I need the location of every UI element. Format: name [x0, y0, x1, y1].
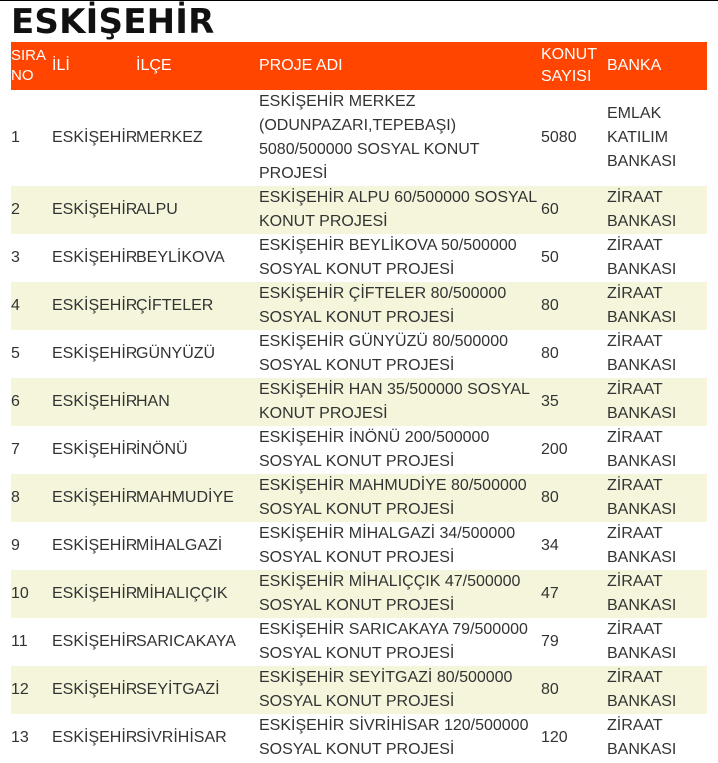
cell-ilce: MİHALGAZİ [136, 537, 223, 554]
cell-ilce: MAHMUDİYE [136, 489, 234, 506]
cell-il: ESKİŞEHİR [52, 201, 138, 218]
header-proje-adi: PROJE ADI [259, 57, 343, 74]
cell-konut: 120 [541, 729, 568, 746]
housing-projects-table [11, 42, 707, 762]
table-row [11, 474, 707, 522]
table-row [11, 234, 707, 282]
cell-no: 3 [11, 249, 20, 266]
table-row [11, 570, 707, 618]
cell-ilce: SİVRİHİSAR [136, 729, 227, 746]
cell-no: 12 [11, 681, 29, 698]
cell-il: ESKİŞEHİR [52, 393, 138, 410]
cell-no: 7 [11, 441, 20, 458]
cell-banka: ZİRAAT BANKASI [607, 429, 677, 470]
cell-proje: ESKİŞEHİR HAN 35/500000 SOSYAL KONUT PROJESİ [259, 381, 530, 422]
cell-banka: ZİRAAT BANKASI [607, 333, 677, 374]
cell-konut: 80 [541, 489, 559, 506]
page-title: ESKİŞEHİR [11, 2, 215, 42]
cell-banka: ZİRAAT BANKASI [607, 237, 677, 278]
cell-ilce: MERKEZ [136, 129, 203, 146]
cell-banka: EMLAK KATILIM BANKASI [607, 105, 677, 170]
cell-il: ESKİŞEHİR [52, 249, 138, 266]
cell-konut: 80 [541, 297, 559, 314]
cell-banka: ZİRAAT BANKASI [607, 669, 677, 710]
header-ilce: İLÇE [136, 57, 172, 74]
cell-konut: 200 [541, 441, 568, 458]
cell-proje: ESKİŞEHİR MİHALIÇÇIK 47/500000 SOSYAL KONUT PROJESİ [259, 573, 521, 614]
cell-konut: 60 [541, 201, 559, 218]
cell-banka: ZİRAAT BANKASI [607, 189, 677, 230]
cell-ilce: HAN [136, 393, 170, 410]
cell-proje: ESKİŞEHİR SEYİTGAZİ 80/500000 SOSYAL KONUT PROJESİ [259, 669, 513, 710]
cell-no: 6 [11, 393, 20, 410]
cell-banka: ZİRAAT BANKASI [607, 477, 677, 518]
cell-proje: ESKİŞEHİR ALPU 60/500000 SOSYAL KONUT PROJESİ [259, 189, 537, 230]
cell-no: 13 [11, 729, 29, 746]
table-row [11, 714, 707, 762]
header-sira-no: SIRA NO [11, 47, 47, 84]
header-ili: İLİ [52, 57, 70, 74]
table-header-row [11, 42, 707, 90]
table-row [11, 426, 707, 474]
table-row [11, 90, 707, 186]
cell-proje: ESKİŞEHİR MERKEZ (ODUNPAZARI,TEPEBAŞI) 5080/500000 SOSYAL KONUT PROJESİ [259, 93, 480, 182]
cell-il: ESKİŞEHİR [52, 729, 138, 746]
cell-proje: ESKİŞEHİR SİVRİHİSAR 120/500000 SOSYAL KONUT PROJESİ [259, 717, 529, 758]
table-row [11, 378, 707, 426]
cell-konut: 80 [541, 681, 559, 698]
cell-banka: ZİRAAT BANKASI [607, 717, 677, 758]
cell-proje: ESKİŞEHİR MİHALGAZİ 34/500000 SOSYAL KONUT PROJESİ [259, 525, 516, 566]
cell-ilce: İNÖNÜ [136, 441, 188, 458]
cell-no: 10 [11, 585, 29, 602]
cell-il: ESKİŞEHİR [52, 633, 138, 650]
table-row [11, 186, 707, 234]
cell-ilce: SARICAKAYA [136, 633, 236, 650]
cell-il: ESKİŞEHİR [52, 297, 138, 314]
table-row [11, 330, 707, 378]
cell-proje: ESKİŞEHİR BEYLİKOVA 50/500000 SOSYAL KONUT PROJESİ [259, 237, 517, 278]
cell-konut: 5080 [541, 129, 577, 146]
cell-banka: ZİRAAT BANKASI [607, 621, 677, 662]
cell-no: 8 [11, 489, 20, 506]
cell-il: ESKİŞEHİR [52, 345, 138, 362]
cell-no: 2 [11, 201, 20, 218]
cell-ilce: BEYLİKOVA [136, 249, 225, 266]
cell-konut: 80 [541, 345, 559, 362]
cell-ilce: SEYİTGAZİ [136, 681, 220, 698]
cell-proje: ESKİŞEHİR GÜNYÜZÜ 80/500000 SOSYAL KONUT PROJESİ [259, 333, 508, 374]
cell-no: 11 [11, 633, 28, 650]
cell-proje: ESKİŞEHİR MAHMUDİYE 80/500000 SOSYAL KONUT PROJESİ [259, 477, 527, 518]
cell-proje: ESKİŞEHİR İNÖNÜ 200/500000 SOSYAL KONUT PROJESİ [259, 429, 490, 470]
cell-il: ESKİŞEHİR [52, 681, 138, 698]
cell-proje: ESKİŞEHİR ÇİFTELER 80/500000 SOSYAL KONUT PROJESİ [259, 285, 507, 326]
cell-banka: ZİRAAT BANKASI [607, 525, 677, 566]
cell-proje: ESKİŞEHİR SARICAKAYA 79/500000 SOSYAL KONUT PROJESİ [259, 621, 528, 662]
cell-il: ESKİŞEHİR [52, 585, 138, 602]
top-divider [0, 0, 718, 1]
cell-banka: ZİRAAT BANKASI [607, 381, 677, 422]
cell-konut: 47 [541, 585, 559, 602]
cell-banka: ZİRAAT BANKASI [607, 573, 677, 614]
cell-il: ESKİŞEHİR [52, 489, 138, 506]
table-row [11, 618, 707, 666]
cell-no: 1 [11, 129, 20, 146]
cell-il: ESKİŞEHİR [52, 441, 138, 458]
cell-no: 5 [11, 345, 20, 362]
cell-ilce: ÇİFTELER [136, 297, 214, 314]
cell-konut: 79 [541, 633, 559, 650]
table-row [11, 282, 707, 330]
cell-il: ESKİŞEHİR [52, 129, 138, 146]
cell-il: ESKİŞEHİR [52, 537, 138, 554]
cell-banka: ZİRAAT BANKASI [607, 285, 677, 326]
cell-ilce: GÜNYÜZÜ [136, 345, 216, 362]
cell-ilce: ALPU [136, 201, 178, 218]
header-konut-sayisi: KONUT SAYISI [541, 46, 597, 85]
cell-no: 4 [11, 297, 20, 314]
cell-konut: 50 [541, 249, 559, 266]
table-row [11, 666, 707, 714]
cell-no: 9 [11, 537, 20, 554]
table-row [11, 522, 707, 570]
cell-konut: 35 [541, 393, 559, 410]
cell-konut: 34 [541, 537, 559, 554]
header-banka: BANKA [607, 57, 662, 74]
cell-ilce: MİHALIÇÇIK [136, 585, 228, 602]
